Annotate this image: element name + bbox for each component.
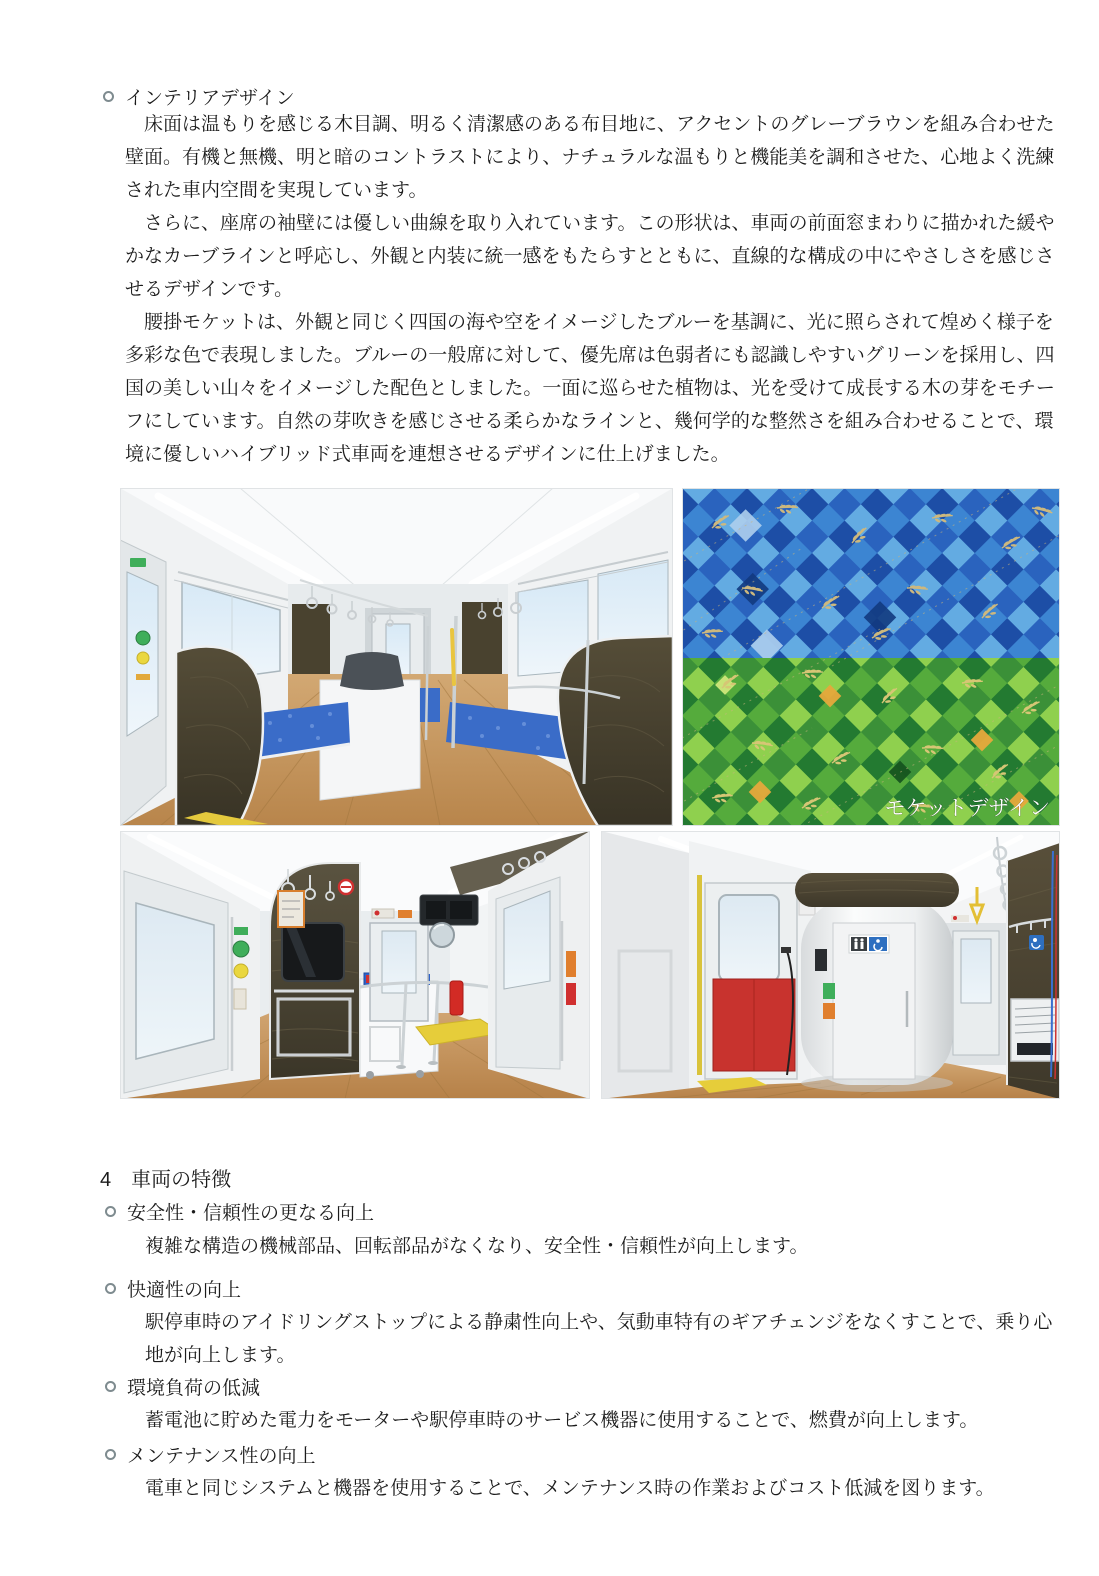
features-section-heading: 4 車両の特徴 — [100, 1169, 232, 1191]
interior-paragraphs — [125, 108, 1058, 471]
circle-bullet-icon — [105, 1283, 116, 1294]
interior-heading-label: インテリアデザイン — [125, 88, 295, 109]
feature-comfort-title: 快適性の向上 — [127, 1280, 242, 1301]
interior-render-image — [120, 488, 673, 826]
feature-safety-title: 安全性・信頼性の更なる向上 — [127, 1203, 375, 1224]
feature-safety-title-row — [105, 1198, 374, 1225]
circle-bullet-icon — [105, 1449, 116, 1460]
feature-comfort-body: 駅停車時のアイドリングストップによる静粛性向上や、気動車特有のギアチェンジをなくすことで、乗り心地が向上します。 — [145, 1312, 1053, 1366]
circle-bullet-icon — [105, 1206, 116, 1217]
moquette-design-image — [682, 488, 1060, 826]
moquette-caption: モケットデザイン — [884, 797, 1050, 820]
interior-section-heading — [103, 83, 295, 110]
paragraph-curved-armrest: さらに、座席の袖壁には優しい曲線を取り入れています。この形状は、車両の前面窓まわりに描かれた緩やかなカーブラインと呼応し、外観と内装に統一感をもたらすとともに、直線的な構成の中にやさしさを感じさせるデザインです。 — [125, 213, 1055, 300]
circle-bullet-icon — [105, 1381, 116, 1392]
paragraph-moquette: 腰掛モケットは、外観と同じく四国の海や空をイメージしたブルーを基調に、光に照らされて煌めく様子を多彩な色で表現しました。ブルーの一般席に対して、優先席は色弱者にも認識しやすいグリーンを採用し、四国の美しい山々をイメージした配色としました。一面に巡らせた植物は、光を受けて成長する木の芽をモチーフにしています。自然の芽吹きを感じさせる柔らかなラインと、幾何学的な整然さを組み合わせることで、環境に優しいハイブリッド式車両を連想させるデザインに仕上げました。 — [125, 312, 1055, 465]
feature-environment-body: 蓄電池に貯めた電力をモーターや駅停車時のサービス機器に使用することで、燃費が向上します。 — [145, 1410, 979, 1431]
cab-area-render-image — [120, 831, 590, 1099]
toilet-area-render-image — [601, 831, 1060, 1099]
feature-maintenance-body: 電車と同じシステムと機器を使用することで、メンテナンス時の作業およびコスト低減を図ります。 — [145, 1478, 995, 1499]
feature-maintenance-title: メンテナンス性の向上 — [127, 1446, 316, 1467]
circle-bullet-icon — [103, 91, 114, 102]
feature-safety-body: 複雑な構造の機械部品、回転部品がなくなり、安全性・信頼性が向上します。 — [145, 1236, 809, 1257]
feature-environment-title: 環境負荷の低減 — [127, 1378, 261, 1399]
paragraph-floor-walls: 床面は温もりを感じる木目調、明るく清潔感のある布目地に、アクセントのグレーブラウンを組み合わせた壁面。有機と無機、明と暗のコントラストにより、ナチュラルな温もりと機能美を調和させた、心地よく洗練された車内空間を実現しています。 — [125, 114, 1055, 201]
feature-maintenance-title-row — [105, 1441, 315, 1468]
feature-environment-title-row — [105, 1373, 260, 1400]
feature-comfort-title-row — [105, 1275, 241, 1302]
